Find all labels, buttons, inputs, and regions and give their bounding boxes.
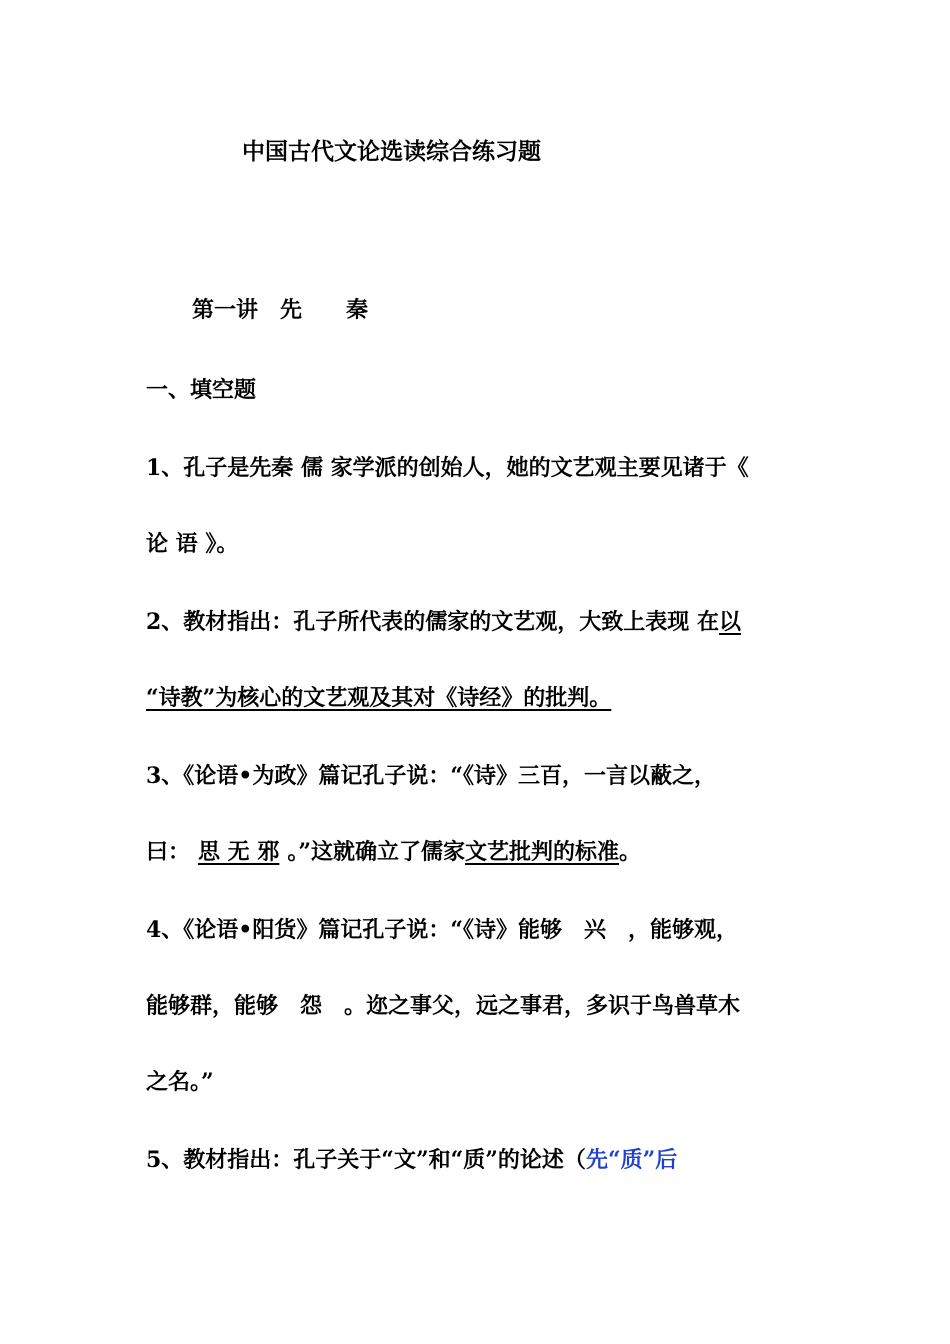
question-2-line-1 — [146, 607, 826, 637]
question-3-end: 。 — [619, 839, 642, 865]
question-2-text: 2、教材指出：孔子所代表的儒家的文艺观，大致上表现 在 — [146, 609, 719, 635]
question-5-text: 5、教材指出：孔子关于“文”和“质”的论述（ — [146, 1147, 586, 1173]
question-3-answer: 思 无 邪 — [198, 839, 280, 865]
question-1-line-2: 论 语 》。 — [146, 531, 239, 557]
question-4-line-3: 之名。” — [146, 1069, 214, 1095]
question-2-answer: “诗教”为核心的文艺观及其对《诗经》的批判。 — [146, 685, 612, 711]
question-1-line-1: 1、孔子是先秦 儒 家学派的创始人，她的文艺观主要见诸于《 — [146, 455, 749, 481]
question-3-line-1: 3、《论语•为政》篇记孔子说：“《诗》三百，一言以蔽之， — [146, 763, 717, 789]
lecture-heading: 第一讲 先 秦 — [192, 297, 369, 323]
question-3-line-2 — [146, 837, 826, 867]
question-3-middle: 。”这就确立了儒家 — [287, 839, 465, 865]
question-4-line-2: 能够群，能够 怨 。迩之事父，远之事君，多识于鸟兽草木 — [146, 993, 741, 1019]
question-3-prefix: 曰： — [146, 839, 191, 865]
question-5-blue-answer: 先“质”后 — [585, 1147, 678, 1173]
question-4-line-1: 4、《论语•阳货》篇记孔子说：“《诗》能够 兴 ，能够观， — [146, 917, 739, 943]
question-2-answer-start: 以 — [718, 609, 741, 635]
question-3-answer-2: 文艺批判的标准 — [465, 839, 620, 865]
question-2-line-2 — [146, 683, 826, 713]
section-heading: 一、填空题 — [146, 377, 257, 403]
question-5-line-1 — [146, 1145, 826, 1175]
document-title: 中国古代文论选读综合练习题 — [242, 138, 541, 165]
